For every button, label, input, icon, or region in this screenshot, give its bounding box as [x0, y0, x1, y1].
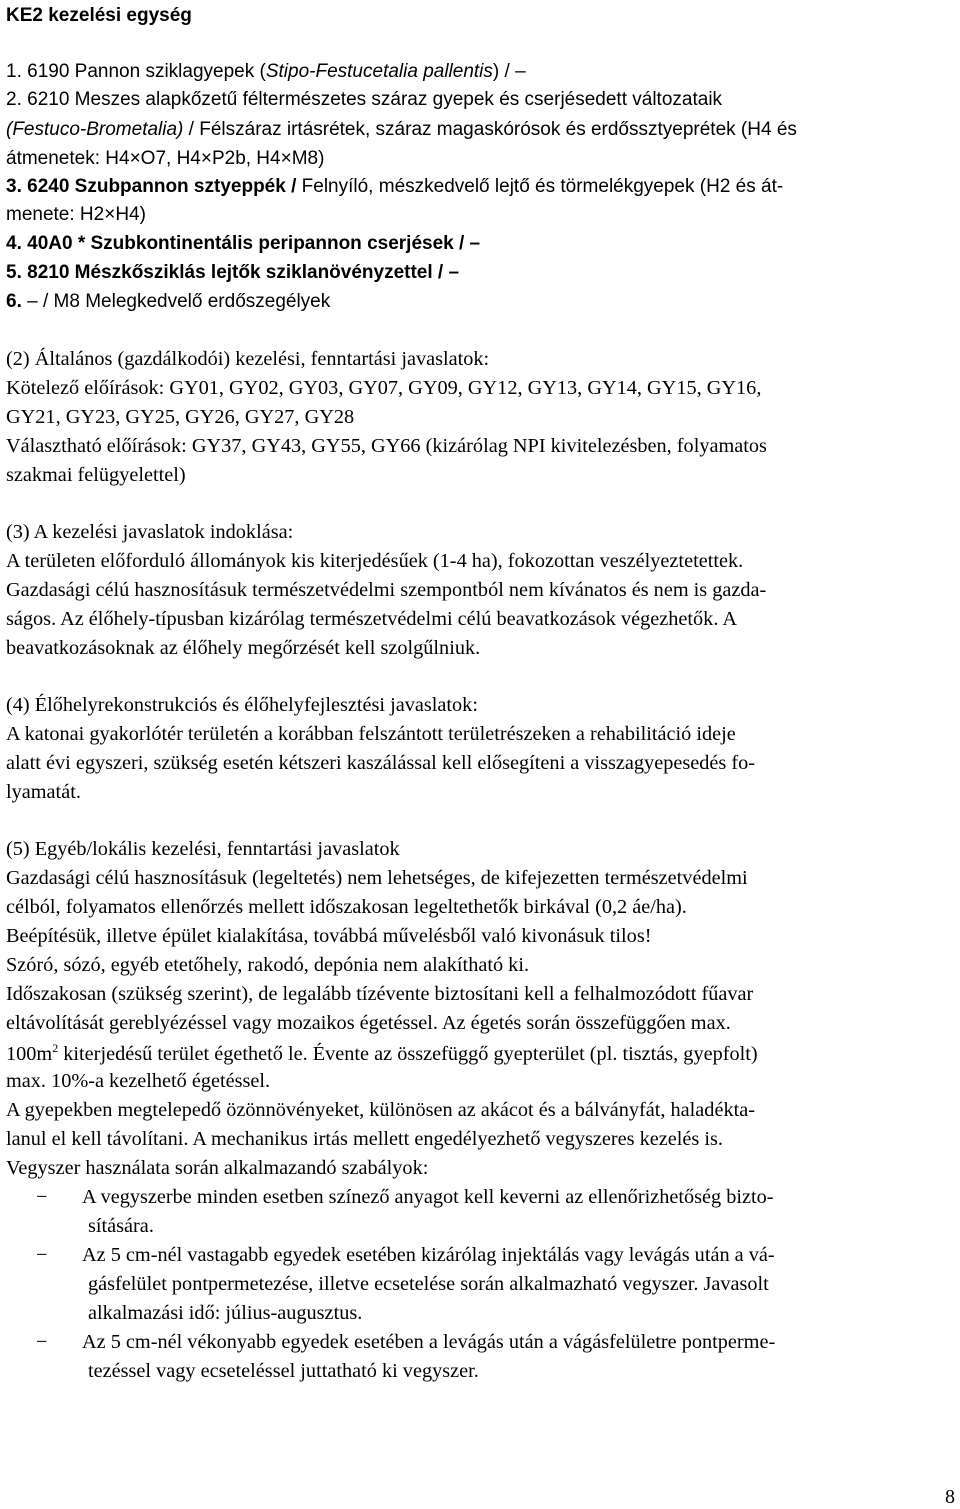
- section5-heading: (5) Egyéb/lokális kezelési, fenntartási javaslatok: [6, 838, 400, 860]
- dash-icon: −: [36, 1186, 48, 1208]
- bullet-line: A vegyszerbe minden esetben színező anyagot kell keverni az ellenőrizhetőség bizto-: [82, 1186, 774, 1208]
- bullet-line: sítására.: [88, 1215, 154, 1237]
- section2-heading: (2) Általános (gazdálkodói) kezelési, fenntartási javaslatok:: [6, 348, 490, 370]
- section5-line: A gyepekben megtelepedő özönnövényeket, különösen az akácot és a bálványfát, haladékta-: [6, 1099, 755, 1121]
- bullet-line: alkalmazási idő: július-augusztus.: [88, 1302, 363, 1324]
- section3-heading: (3) A kezelési javaslatok indoklása:: [6, 521, 294, 543]
- habitat-item-3-line2: menete: H2×H4): [6, 204, 146, 225]
- habitat-3-title: 3. 6240 Szubpannon sztyeppék /: [6, 176, 297, 197]
- habitat-item-2-line3: átmenetek: H4×O7, H4×P2b, H4×M8): [6, 148, 325, 169]
- section5-line: max. 10%-a kezelhető égetéssel.: [6, 1070, 271, 1092]
- habitat-1-suffix: ) / –: [492, 61, 526, 82]
- section2-line: Választható előírások: GY37, GY43, GY55, GY66 (kizárólag NPI kivitelezésben, folyamatos: [6, 435, 767, 457]
- section5-line: Szóró, sózó, egyéb etetőhely, rakodó, depónia nem alakítható ki.: [6, 954, 530, 976]
- habitat-1-text: 1. 6190 Pannon sziklagyepek (: [6, 61, 266, 82]
- section5-line: Beépítésük, illetve épület kialakítása, továbbá művelésből való kivonásuk tilos!: [6, 925, 652, 947]
- bullet-line: gásfelület pontpermetezése, illetve ecsetelése során alkalmazható vegyszer. Javasolt: [88, 1273, 769, 1295]
- bullet-line: Az 5 cm-nél vastagabb egyedek esetében kizárólag injektálás vagy levágás után a vá-: [82, 1244, 775, 1266]
- habitat-item-5: 5. 8210 Mészkősziklás lejtők sziklanövényzettel / –: [6, 262, 460, 283]
- section4-heading: (4) Élőhelyrekonstrukciós és élőhelyfejlesztési javaslatok:: [6, 694, 478, 716]
- section3-line: Gazdasági célú hasznosításuk természetvédelmi szempontból nem kívánatos és nem is gazda-: [6, 579, 767, 601]
- section5-line7-rest: kiterjedésű terület égethető le. Évente az összefüggő gyepterület (pl. tisztás, gyepfolt): [58, 1043, 758, 1065]
- bullet-line: tezéssel vagy ecseteléssel juttatható ki vegyszer.: [88, 1360, 479, 1382]
- page-number: 8: [945, 1486, 955, 1508]
- habitat-item-3: [6, 177, 783, 196]
- dash-icon: −: [36, 1331, 48, 1353]
- section2-line: Kötelező előírások: GY01, GY02, GY03, GY07, GY09, GY12, GY13, GY14, GY15, GY16,: [6, 377, 762, 399]
- section5-line: Gazdasági célú hasznosításuk (legeltetés) nem lehetséges, de kifejezetten természetvédelmi: [6, 867, 748, 889]
- section5-line: eltávolítását gereblyézéssel vagy mozaikos égetéssel. Az égetés során összefüggően max.: [6, 1012, 731, 1034]
- section5-line: lanul el kell távolítani. A mechanikus irtás mellett engedélyezhető vegyszeres kezelés is.: [6, 1128, 723, 1150]
- section4-line: alatt évi egyszeri, szükség esetén kétszeri kaszálással kell elősegíteni a visszagyepesedés fo-: [6, 752, 755, 774]
- habitat-2-rest: / Félszáraz irtásrétek, száraz magaskórósok és erdőssztyeprétek (H4 és: [183, 119, 797, 140]
- section5-line: Időszakosan (szükség szerint), de legalább tízévente biztosítani kell a felhalmozódott fűavar: [6, 983, 754, 1005]
- section5-line: Vegyszer használata során alkalmazandó szabályok:: [6, 1157, 429, 1179]
- dash-icon: −: [36, 1244, 48, 1266]
- habitat-1-latin: Stipo-Festucetalia pallentis: [265, 61, 493, 82]
- section2-line: szakmai felügyelettel): [6, 464, 186, 486]
- section5-line: [6, 1042, 758, 1064]
- habitat-item-2-line2: [6, 120, 797, 139]
- habitat-item-2-line1: 2. 6210 Meszes alapkőzetű féltermészetes száraz gyepek és cserjésedett változataik: [6, 89, 723, 110]
- section3-line: A területen előforduló állományok kis kiterjedésűek (1-4 ha), fokozottan veszélyeztetettek.: [6, 550, 744, 572]
- habitat-2-latin: (Festuco-Brometalia): [6, 119, 184, 140]
- habitat-6-num: 6.: [6, 291, 22, 312]
- section3-line: ságos. Az élőhely-típusban kizárólag természetvédelmi célú beavatkozások végezhetők. A: [6, 608, 737, 630]
- section4-line: A katonai gyakorlótér területén a korábban felszántott területrészeken a rehabilitáció ideje: [6, 723, 736, 745]
- habitat-3-rest: Felnyíló, mészkedvelő lejtő és törmelékgyepek (H2 és át-: [296, 176, 784, 197]
- section5-line: célból, folyamatos ellenőrzés mellett időszakosan legeltethetők birkával (0,2 áe/ha).: [6, 896, 687, 918]
- superscript: 2: [52, 1041, 59, 1055]
- habitat-item-1: [6, 62, 526, 81]
- bullet-line: Az 5 cm-nél vékonyabb egyedek esetében a levágás után a vágásfelületre pontperme-: [82, 1331, 776, 1353]
- section2-line: GY21, GY23, GY25, GY26, GY27, GY28: [6, 406, 355, 428]
- page-title: KE2 kezelési egység: [6, 5, 192, 26]
- habitat-6-rest: – / M8 Melegkedvelő erdőszegélyek: [21, 291, 331, 312]
- area-value: 100m: [6, 1043, 53, 1065]
- habitat-item-6: [6, 292, 330, 311]
- habitat-item-4: 4. 40A0 * Szubkontinentális peripannon cserjések / –: [6, 233, 481, 254]
- section3-line: beavatkozásoknak az élőhely megőrzését kell szolgűlniuk.: [6, 637, 481, 659]
- section4-line: lyamatát.: [6, 781, 81, 803]
